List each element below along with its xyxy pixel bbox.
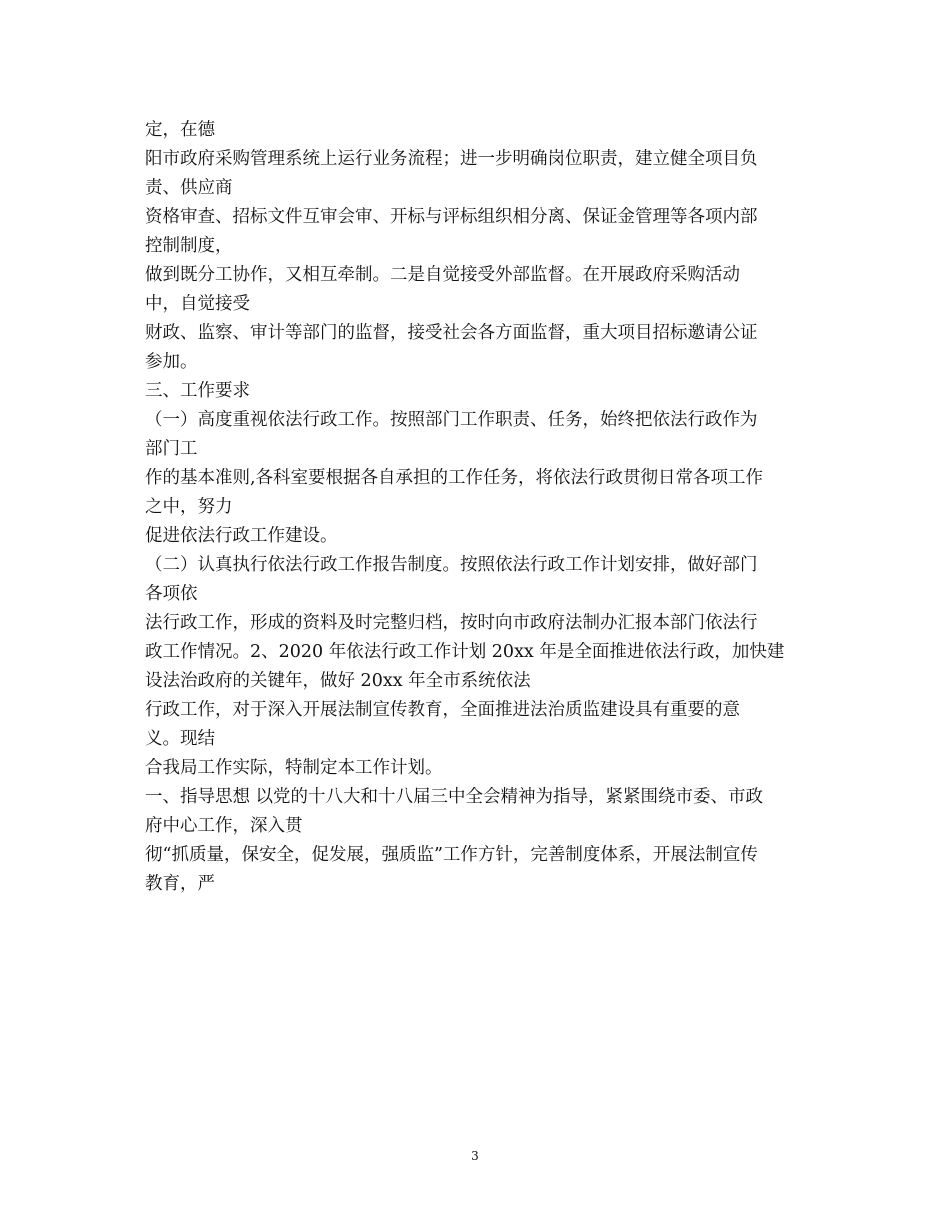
text-line: 法行政工作，形成的资料及时完整归档，按时向市政府法制办汇报本部门依法行 (145, 613, 758, 633)
text-line: 设法治政府的关键年，做好 20xx 年全市系统依法 (145, 671, 531, 691)
text-line: 部门工 (145, 439, 198, 459)
text-line: 一、指导思想 以党的十八大和十八届三中全会精神为指导，紧紧围绕市委、市政 (145, 787, 764, 807)
text-line: 府中心工作，深入贯 (145, 816, 303, 836)
text-line: 作的基本准则,各科室要根据各自承担的工作任务，将依法行政贯彻日常各项工作 (145, 468, 764, 488)
text-line: 各项依 (145, 584, 198, 604)
text-line: （一）高度重视依法行政工作。按照部门工作职责、任务，始终把依法行政作为 (145, 410, 758, 430)
page-number: 3 (471, 1149, 479, 1163)
text-line: 定，在德 (145, 120, 215, 140)
text-line: 责、供应商 (145, 178, 233, 198)
text-line: 义。现结 (145, 729, 215, 749)
text-line: 资格审查、招标文件互审会审、开标与评标组织相分离、保证金管理等各项内部 (145, 207, 758, 227)
section-heading: 三、工作要求 (145, 381, 250, 401)
body-text (145, 116, 815, 899)
text-line: 中，自觉接受 (145, 294, 250, 314)
text-line: 教育，严 (145, 874, 215, 894)
text-line: 财政、监察、审计等部门的监督，接受社会各方面监督，重大项目招标邀请公证 (145, 323, 758, 343)
text-line: （二）认真执行依法行政工作报告制度。按照依法行政工作计划安排，做好部门 (145, 555, 758, 575)
text-line: 控制制度， (145, 236, 233, 256)
text-line: 之中，努力 (145, 497, 233, 517)
text-line: 促进依法行政工作建设。 (145, 526, 338, 546)
text-line: 做到既分工协作，又相互牵制。二是自觉接受外部监督。在开展政府采购活动 (145, 265, 740, 285)
text-line: 参加。 (145, 352, 198, 372)
text-line: 行政工作，对于深入开展法制宣传教育，全面推进法治质监建设具有重要的意 (145, 700, 740, 720)
text-line: 合我局工作实际，特制定本工作计划。 (145, 758, 443, 778)
text-line: 政工作情况。2、2020 年依法行政工作计划 20xx 年是全面推进依法行政，加快建 (145, 642, 785, 662)
text-line: 阳市政府采购管理系统上运行业务流程；进一步明确岗位职责，建立健全项目负 (145, 149, 758, 169)
text-line: 彻“抓质量，保安全，促发展，强质监”工作方针，完善制度体系，开展法制宣传 (145, 845, 758, 865)
